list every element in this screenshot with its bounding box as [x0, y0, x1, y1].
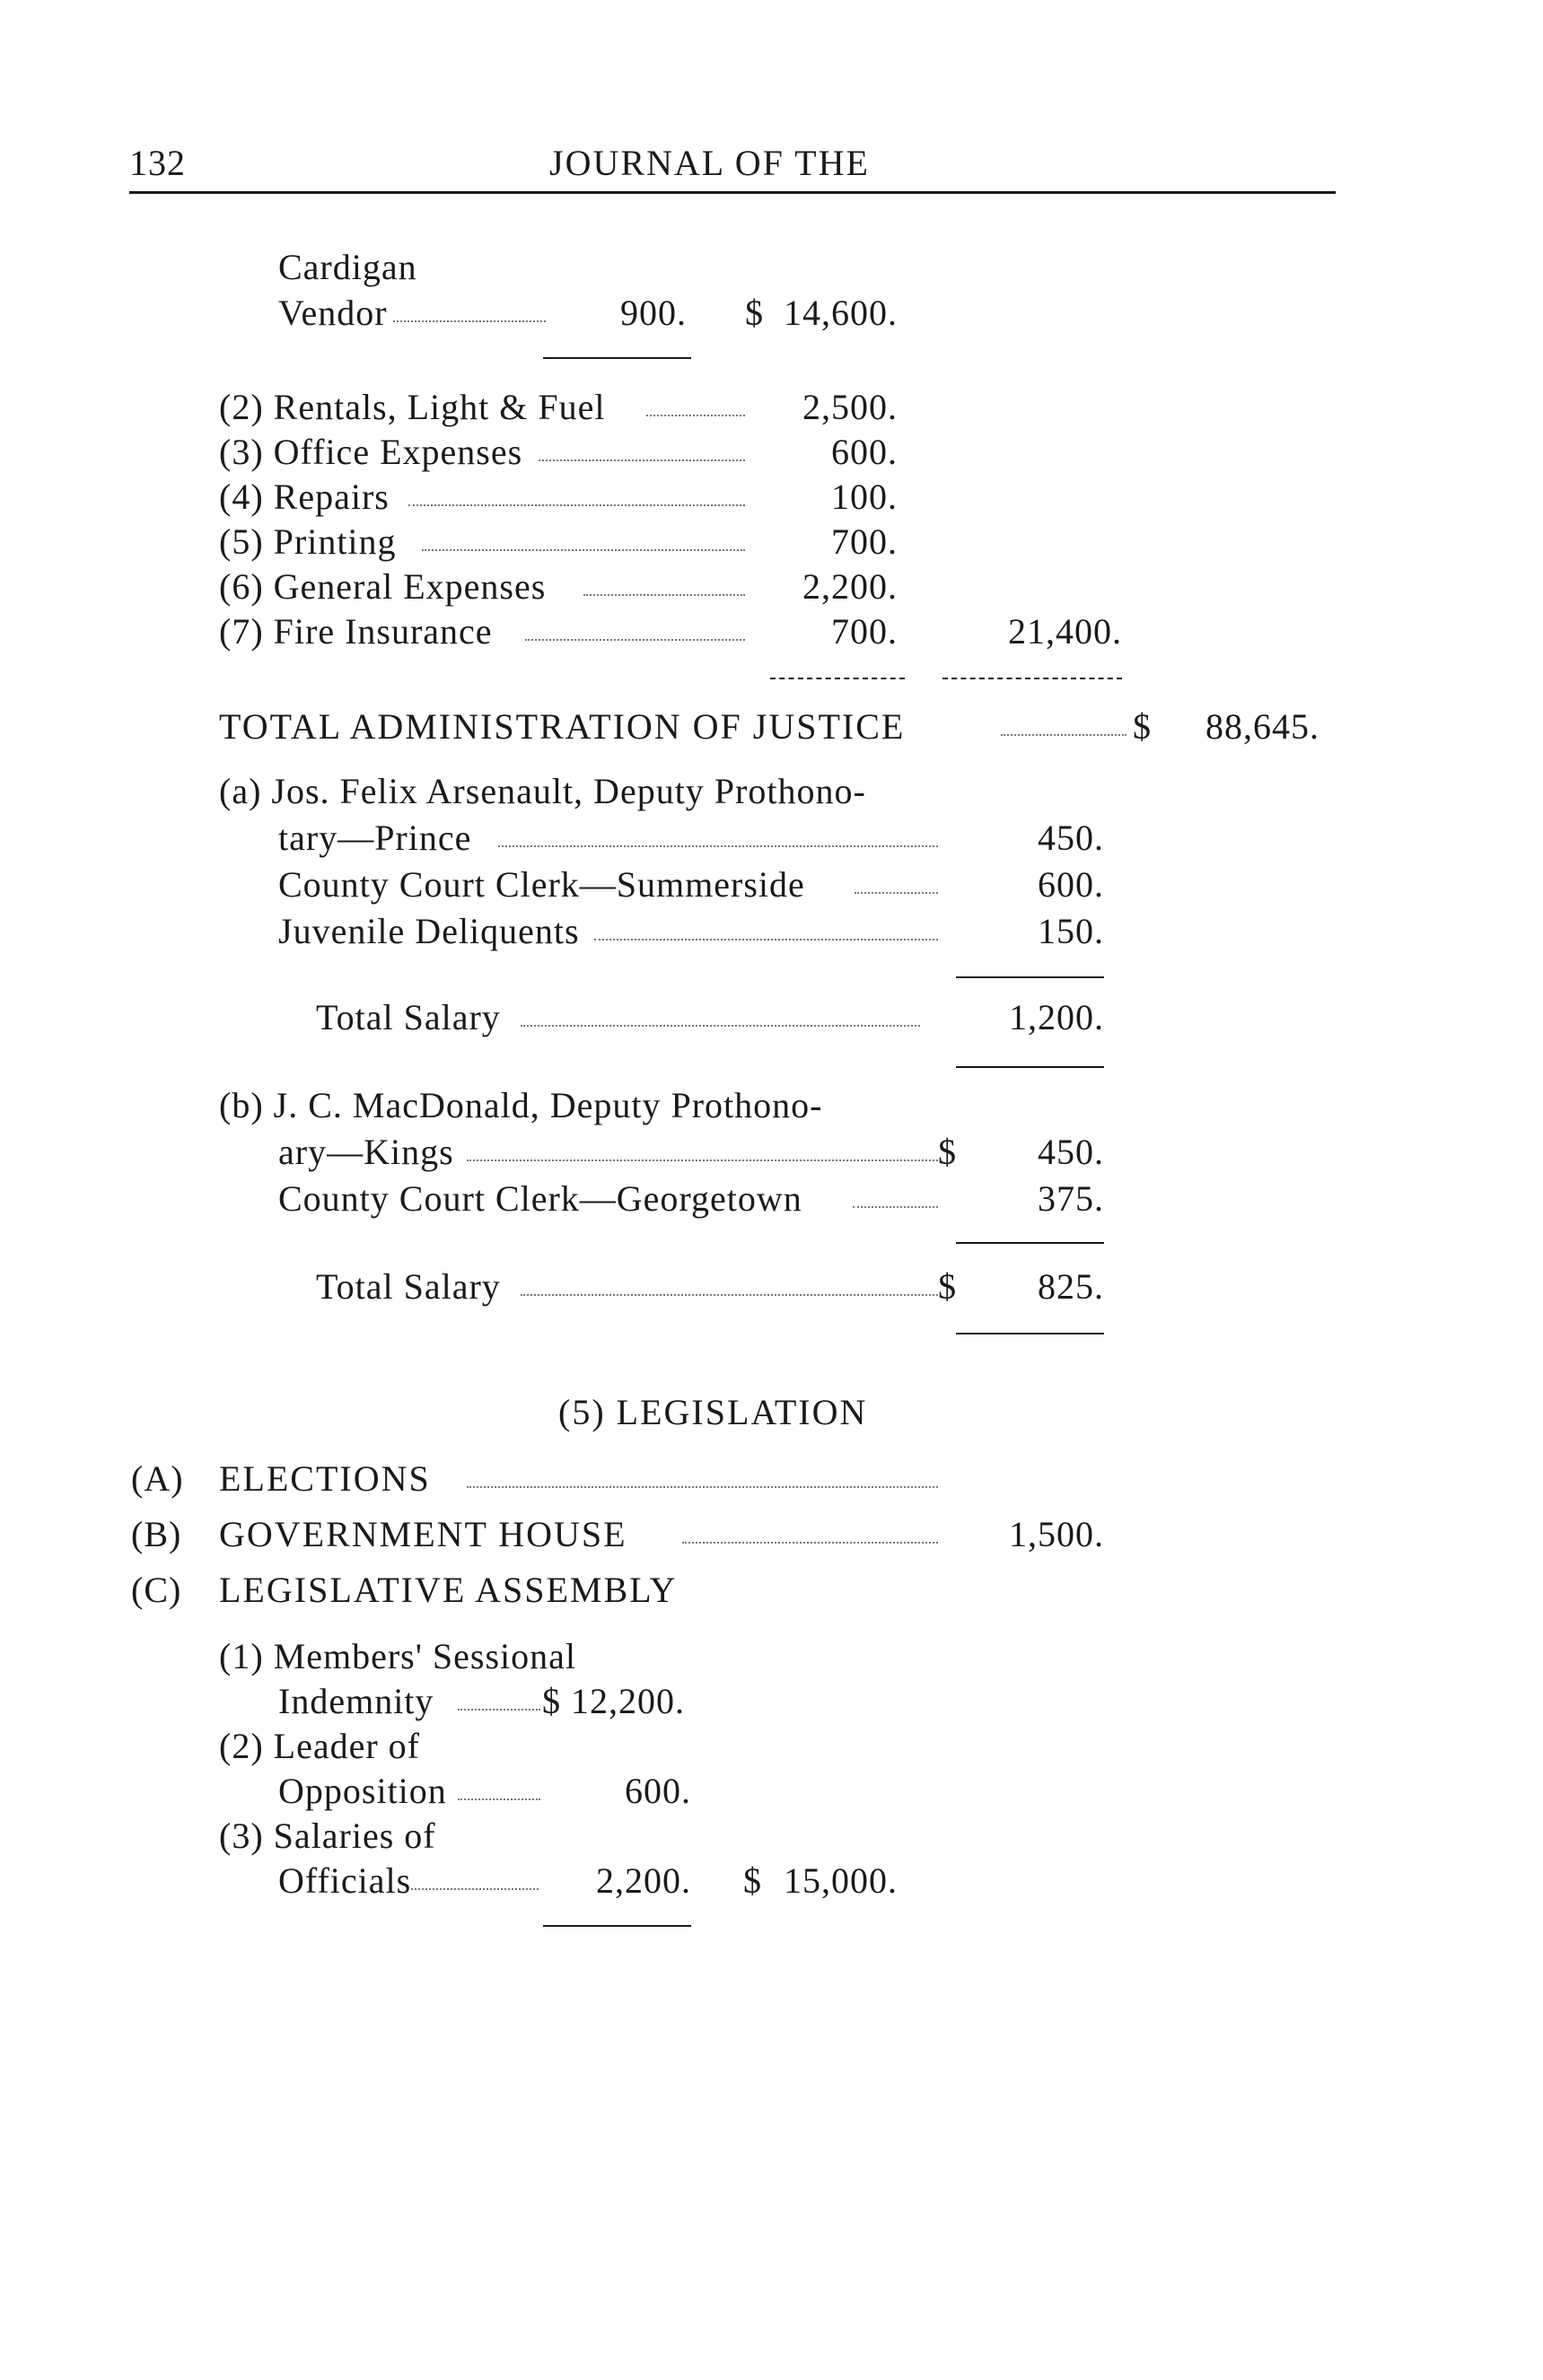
leader-dots: [682, 1542, 938, 1544]
subtotal-rule: [956, 976, 1104, 978]
item-fire-total: 21,400.: [1008, 611, 1122, 652]
legislation-a-label: ELECTIONS: [219, 1458, 431, 1499]
section-a-summerside-label: County Court Clerk—Summerside: [278, 864, 805, 905]
section-b-georgetown-amount: 375.: [1038, 1178, 1104, 1219]
officials-label: Officials: [278, 1860, 412, 1901]
leader-dots: [1001, 734, 1127, 736]
legislation-b-letter: (B): [131, 1514, 182, 1554]
leader-dots: [411, 1888, 539, 1890]
leader-dots: [467, 1486, 938, 1488]
officials-dollar: $: [743, 1860, 762, 1901]
section-b-total-label: Total Salary: [316, 1266, 501, 1307]
item-printing-label: (5) Printing: [219, 521, 397, 562]
item-general-amount: 2,200.: [802, 566, 898, 607]
section-b-kings-label: ary—Kings: [278, 1132, 454, 1172]
members-line1: (1) Members' Sessional: [219, 1636, 577, 1676]
subtotal-rule: [770, 678, 905, 679]
vendor-amount: 900.: [620, 293, 687, 333]
leader-dots: [422, 549, 745, 551]
leader-dots: [521, 1294, 938, 1296]
section-b-line1: (b) J. C. MacDonald, Deputy Prothono-: [219, 1085, 823, 1125]
item-office-label: (3) Office Expenses: [219, 432, 523, 472]
indemnity-amount: $ 12,200.: [542, 1681, 685, 1721]
subtotal-rule: [543, 357, 691, 359]
leader-line1: (2) Leader of: [219, 1726, 420, 1766]
leader-dots: [393, 320, 546, 322]
leader-dots: [458, 1709, 540, 1711]
indemnity-label: Indemnity: [278, 1681, 434, 1721]
leader-dots: [539, 459, 745, 461]
vendor-total: 14,600.: [784, 293, 898, 333]
item-repairs-label: (4) Repairs: [219, 477, 390, 517]
item-repairs-amount: 100.: [831, 477, 898, 517]
cardigan-line: Cardigan: [278, 247, 417, 287]
section-b-total-dollar: $: [938, 1266, 957, 1307]
section-a-juvenile-label: Juvenile Deliquents: [278, 911, 580, 951]
vendor-label: Vendor: [278, 293, 388, 333]
total-justice-amount: 88,645.: [1205, 706, 1319, 747]
legislation-c-letter: (C): [131, 1570, 182, 1610]
item-general-label: (6) General Expenses: [219, 566, 547, 607]
subtotal-rule: [543, 1925, 691, 1927]
item-office-amount: 600.: [831, 432, 898, 472]
leader-dots: [646, 415, 745, 416]
section-a-juvenile-amount: 150.: [1038, 911, 1104, 951]
salaries-line1: (3) Salaries of: [219, 1816, 436, 1856]
section-b-total-amount: 825.: [1038, 1266, 1104, 1307]
legislation-c-label: LEGISLATIVE ASSEMBLY: [219, 1570, 678, 1610]
item-printing-amount: 700.: [831, 521, 898, 562]
item-rentals-amount: 2,500.: [802, 387, 898, 427]
total-rule: [942, 678, 1122, 679]
section-a-summerside-amount: 600.: [1038, 864, 1104, 905]
subtotal-rule: [956, 1242, 1104, 1244]
section-a-prince-amount: 450.: [1038, 818, 1104, 858]
section-a-total-amount: 1,200.: [1009, 997, 1104, 1037]
legislation-b-label: GOVERNMENT HOUSE: [219, 1514, 627, 1554]
opposition-label: Opposition: [278, 1771, 447, 1811]
opposition-amount: 600.: [625, 1771, 691, 1811]
section-a-line1: (a) Jos. Felix Arsenault, Deputy Prothono-: [219, 771, 866, 811]
section-b-georgetown-label: County Court Clerk—Georgetown: [278, 1178, 802, 1219]
leader-dots: [855, 892, 938, 894]
section-a-prince-label: tary—Prince: [278, 818, 472, 858]
leader-dots: [408, 504, 745, 506]
item-rentals-label: (2) Rentals, Light & Fuel: [219, 387, 606, 427]
total-justice-dollar: $: [1133, 706, 1152, 747]
leader-dots: [458, 1798, 540, 1800]
legislation-a-letter: (A): [131, 1458, 184, 1499]
legislation-b-amount: 1,500.: [1009, 1514, 1104, 1554]
total-rule: [956, 1066, 1104, 1068]
item-fire-label: (7) Fire Insurance: [219, 611, 493, 652]
officials-total: 15,000.: [784, 1860, 898, 1901]
running-title: JOURNAL OF THE: [549, 143, 870, 183]
officials-amount: 2,200.: [596, 1860, 691, 1901]
section-heading: (5) LEGISLATION: [558, 1392, 868, 1432]
section-a-total-label: Total Salary: [316, 997, 501, 1037]
leader-dots: [521, 1025, 920, 1027]
page-number: 132: [129, 143, 186, 183]
leader-dots: [467, 1159, 938, 1161]
item-fire-amount: 700.: [831, 611, 898, 652]
dollar-sign: $: [745, 293, 764, 333]
leader-dots: [853, 1206, 938, 1208]
leader-dots: [583, 594, 745, 596]
leader-dots: [498, 845, 938, 847]
leader-dots: [525, 639, 745, 641]
header-rule: [129, 191, 1336, 194]
leader-dots: [594, 939, 938, 941]
total-justice-label: TOTAL ADMINISTRATION OF JUSTICE: [219, 706, 906, 747]
section-b-kings-amount: 450.: [1038, 1132, 1104, 1172]
total-rule: [956, 1333, 1104, 1334]
section-b-kings-dollar: $: [938, 1132, 957, 1172]
